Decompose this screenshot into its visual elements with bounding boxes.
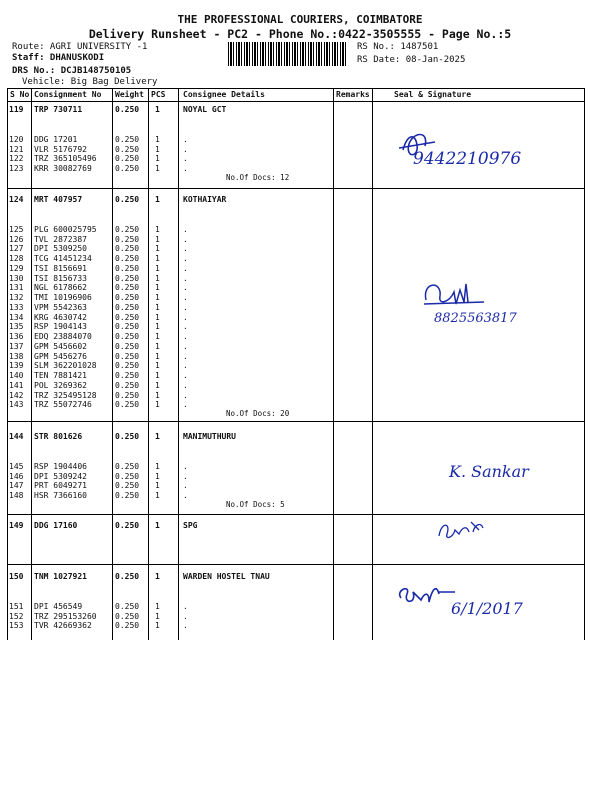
cell-consignment: DPI 5309250 — [34, 244, 87, 254]
cell-consignment: PRT 6049271 — [34, 481, 87, 491]
cell-pcs: 1 — [155, 332, 160, 341]
cell-consignment: GPM 5456602 — [34, 341, 87, 351]
cell-consignee: SPG — [183, 521, 198, 530]
cell-sno: 135 — [9, 322, 24, 332]
signature-2 — [420, 272, 540, 328]
cell-consignment: NGL 6178662 — [34, 283, 87, 293]
col-divider — [148, 88, 149, 640]
cell-sno: 119 — [9, 105, 24, 114]
col-divider — [7, 88, 8, 640]
cell-consignee: . — [183, 283, 188, 293]
cell-consignment: TMI 10196906 — [34, 293, 92, 302]
cell-pcs: 1 — [155, 164, 160, 173]
cell-pcs: 1 — [155, 293, 160, 302]
cell-consignment: TEN 7881421 — [34, 371, 87, 380]
cell-weight: 0.250 — [115, 332, 140, 341]
cell-sno: 151 — [9, 601, 24, 611]
cell-pcs: 1 — [155, 134, 160, 144]
cell-sno: 147 — [9, 481, 24, 491]
cell-consignee: . — [183, 471, 188, 481]
cell-consignment: DDG 17201 — [34, 134, 78, 144]
cell-consignee: . — [183, 302, 188, 312]
rs-date: RS Date: 08-Jan-2025 — [357, 55, 466, 65]
col-header-sno: S No — [10, 90, 30, 99]
vehicle: Vehicle: Big Bag Delivery — [22, 77, 158, 87]
cell-consignment: DDG 17160 — [34, 521, 78, 530]
cell-sno: 138 — [9, 351, 24, 361]
cell-consignment: RSP 1904143 — [34, 322, 87, 332]
cell-consignment: PLG 600025795 — [34, 224, 97, 234]
cell-weight: 0.250 — [115, 154, 140, 164]
cell-consignee: . — [183, 380, 188, 390]
cell-consignee: . — [183, 361, 188, 371]
docs-count: No.Of Docs: 12 — [226, 172, 290, 182]
cell-sno: 124 — [9, 195, 24, 204]
signature-3 — [445, 455, 565, 487]
cell-weight: 0.250 — [115, 341, 140, 351]
cell-pcs: 1 — [155, 390, 160, 400]
cell-consignee: . — [183, 263, 188, 273]
cell-consignee: . — [183, 341, 188, 351]
signature-5-date: 6/1/2017 — [451, 599, 523, 618]
staff: Staff: DHANUSKODI — [12, 53, 105, 63]
cell-sno: 140 — [9, 371, 24, 380]
cell-sno: 128 — [9, 254, 24, 263]
cell-consignment: MRT 407957 — [34, 195, 83, 204]
cell-consignment: EDQ 23884070 — [34, 332, 92, 341]
cell-consignee: . — [183, 461, 188, 471]
cell-weight: 0.250 — [115, 400, 140, 410]
cell-consignment: TRZ 325495128 — [34, 390, 97, 400]
signature-1 — [395, 120, 555, 175]
cell-pcs: 1 — [155, 621, 160, 631]
cell-consignee: NOYAL GCT — [183, 105, 227, 114]
cell-consignment: VPM 5542363 — [34, 302, 87, 312]
cell-consignment: DPI 456549 — [34, 601, 83, 611]
col-divider — [333, 88, 334, 640]
col-divider — [372, 88, 373, 640]
cell-consignee: . — [183, 273, 188, 283]
col-header-consignee: Consignee Details — [183, 90, 265, 99]
cell-weight: 0.250 — [115, 254, 140, 263]
cell-consignment: TSI 8156733 — [34, 273, 87, 283]
col-divider — [584, 88, 585, 640]
cell-pcs: 1 — [155, 351, 160, 361]
table-header-border — [7, 101, 584, 102]
cell-weight: 0.250 — [115, 461, 140, 471]
cell-pcs: 1 — [155, 361, 160, 371]
cell-pcs: 1 — [155, 572, 160, 581]
table-top-border — [7, 88, 584, 89]
col-divider — [31, 88, 32, 640]
cell-consignment: TRZ 365105496 — [34, 154, 97, 164]
cell-consignee: . — [183, 164, 188, 173]
cell-pcs: 1 — [155, 341, 160, 351]
cell-weight: 0.250 — [115, 621, 140, 631]
cell-weight: 0.250 — [115, 322, 140, 332]
cell-consignee: . — [183, 144, 188, 154]
cell-sno: 136 — [9, 332, 24, 341]
route: Route: AGRI UNIVERSITY -1 — [12, 42, 148, 52]
cell-weight: 0.250 — [115, 481, 140, 491]
cell-pcs: 1 — [155, 611, 160, 621]
cell-consignee: . — [183, 351, 188, 361]
cell-pcs: 1 — [155, 234, 160, 244]
docs-count: No.Of Docs: 20 — [226, 409, 290, 418]
cell-sno: 143 — [9, 400, 24, 410]
drs-number: DRS No.: DCJB148750105 — [12, 66, 132, 76]
signature-1-phone: 9442210976 — [413, 149, 522, 169]
cell-weight: 0.250 — [115, 491, 140, 500]
cell-consignment: VLR 5176792 — [34, 144, 87, 154]
cell-consignee: . — [183, 611, 188, 621]
cell-sno: 150 — [9, 572, 24, 581]
cell-consignment: STR 801626 — [34, 432, 83, 441]
barcode — [228, 42, 348, 66]
cell-pcs: 1 — [155, 195, 160, 204]
cell-pcs: 1 — [155, 471, 160, 481]
cell-weight: 0.250 — [115, 380, 140, 390]
cell-sno: 129 — [9, 263, 24, 273]
cell-consignee: . — [183, 390, 188, 400]
cell-pcs: 1 — [155, 273, 160, 283]
cell-consignee: . — [183, 293, 188, 302]
cell-pcs: 1 — [155, 244, 160, 254]
runsheet-title: Delivery Runsheet - PC2 - Phone No.:0422-3505555 - Page No.:5 — [88, 27, 512, 41]
cell-pcs: 1 — [155, 481, 160, 491]
cell-sno: 130 — [9, 273, 24, 283]
cell-sno: 149 — [9, 521, 24, 530]
cell-consignment: TRP 730711 — [34, 105, 83, 114]
cell-consignee: . — [183, 481, 188, 491]
cell-consignment: TCG 41451234 — [34, 254, 92, 263]
cell-consignee: MANIMUTHURU — [183, 432, 236, 441]
cell-pcs: 1 — [155, 521, 160, 530]
cell-consignee: . — [183, 134, 188, 144]
cell-pcs: 1 — [155, 432, 160, 441]
cell-sno: 121 — [9, 144, 24, 154]
cell-consignment: TSI 8156691 — [34, 263, 87, 273]
rs-number: RS No.: 1487501 — [357, 42, 439, 52]
cell-consignment: KRR 30082769 — [34, 164, 92, 173]
cell-consignment: GPM 5456276 — [34, 351, 87, 361]
cell-pcs: 1 — [155, 461, 160, 471]
cell-weight: 0.250 — [115, 105, 140, 114]
col-header-pcs: PCS — [151, 90, 166, 99]
cell-weight: 0.250 — [115, 312, 140, 322]
cell-consignee: KOTHAIYAR — [183, 195, 227, 204]
cell-weight: 0.250 — [115, 572, 140, 581]
cell-sno: 134 — [9, 312, 24, 322]
cell-pcs: 1 — [155, 322, 160, 332]
cell-consignment: TRZ 295153260 — [34, 611, 97, 621]
cell-weight: 0.250 — [115, 432, 140, 441]
cell-consignment: POL 3269362 — [34, 380, 87, 390]
cell-weight: 0.250 — [115, 134, 140, 144]
cell-sno: 127 — [9, 244, 24, 254]
cell-weight: 0.250 — [115, 371, 140, 380]
cell-pcs: 1 — [155, 283, 160, 293]
col-header-seal-signature: Seal & Signature — [394, 90, 472, 99]
cell-sno: 120 — [9, 134, 24, 144]
cell-sno: 122 — [9, 154, 24, 164]
cell-consignment: RSP 1904406 — [34, 461, 87, 471]
group-divider — [7, 421, 584, 422]
cell-sno: 133 — [9, 302, 24, 312]
cell-sno: 141 — [9, 380, 24, 390]
cell-consignment: TRZ 55072746 — [34, 400, 92, 410]
col-header-weight: Weight — [115, 90, 144, 99]
signature-4 — [435, 508, 495, 544]
cell-weight: 0.250 — [115, 390, 140, 400]
cell-weight: 0.250 — [115, 351, 140, 361]
group-divider — [7, 188, 584, 189]
col-divider — [178, 88, 179, 640]
cell-consignee: . — [183, 332, 188, 341]
cell-sno: 139 — [9, 361, 24, 371]
cell-pcs: 1 — [155, 302, 160, 312]
signature-5 — [395, 578, 525, 618]
cell-consignee: . — [183, 400, 188, 410]
cell-weight: 0.250 — [115, 283, 140, 293]
cell-consignee: . — [183, 154, 188, 164]
cell-weight: 0.250 — [115, 273, 140, 283]
cell-consignee: . — [183, 621, 188, 631]
cell-weight: 0.250 — [115, 521, 140, 530]
cell-pcs: 1 — [155, 312, 160, 322]
cell-consignee: . — [183, 234, 188, 244]
cell-consignment: HSR 7366160 — [34, 491, 87, 500]
cell-pcs: 1 — [155, 371, 160, 380]
cell-sno: 123 — [9, 164, 24, 173]
cell-weight: 0.250 — [115, 195, 140, 204]
cell-consignee: . — [183, 224, 188, 234]
cell-consignee: . — [183, 244, 188, 254]
company-name: THE PROFESSIONAL COURIERS, COIMBATORE — [177, 13, 423, 26]
cell-pcs: 1 — [155, 144, 160, 154]
cell-weight: 0.250 — [115, 224, 140, 234]
cell-consignment: KRG 4630742 — [34, 312, 87, 322]
signature-2-phone: 8825563817 — [434, 311, 517, 326]
cell-weight: 0.250 — [115, 293, 140, 302]
cell-sno: 131 — [9, 283, 24, 293]
cell-pcs: 1 — [155, 263, 160, 273]
cell-consignment: TNM 1027921 — [34, 572, 87, 581]
cell-weight: 0.250 — [115, 234, 140, 244]
cell-sno: 137 — [9, 341, 24, 351]
cell-sno: 152 — [9, 611, 24, 621]
cell-sno: 148 — [9, 491, 24, 500]
col-divider — [112, 88, 113, 640]
cell-pcs: 1 — [155, 154, 160, 164]
cell-sno: 146 — [9, 471, 24, 481]
cell-consignment: DPI 5309242 — [34, 471, 87, 481]
cell-consignee: . — [183, 601, 188, 611]
cell-consignee: . — [183, 254, 188, 263]
cell-consignee: WARDEN HOSTEL TNAU — [183, 572, 270, 581]
cell-weight: 0.250 — [115, 244, 140, 254]
signature-3-name: K. Sankar — [449, 462, 529, 481]
cell-pcs: 1 — [155, 254, 160, 263]
cell-sno: 142 — [9, 390, 24, 400]
cell-consignee: . — [183, 491, 188, 500]
cell-pcs: 1 — [155, 105, 160, 114]
col-header-remarks: Remarks — [336, 90, 370, 99]
cell-consignment: TVL 2872387 — [34, 234, 87, 244]
group-divider — [7, 514, 584, 515]
cell-pcs: 1 — [155, 601, 160, 611]
cell-consignee: . — [183, 322, 188, 332]
cell-sno: 132 — [9, 293, 24, 302]
cell-weight: 0.250 — [115, 361, 140, 371]
cell-weight: 0.250 — [115, 302, 140, 312]
cell-weight: 0.250 — [115, 611, 140, 621]
cell-weight: 0.250 — [115, 164, 140, 173]
cell-weight: 0.250 — [115, 263, 140, 273]
cell-pcs: 1 — [155, 491, 160, 500]
cell-consignee: . — [183, 371, 188, 380]
cell-weight: 0.250 — [115, 471, 140, 481]
col-header-consignment: Consignment No — [34, 90, 102, 99]
cell-pcs: 1 — [155, 224, 160, 234]
cell-pcs: 1 — [155, 400, 160, 410]
cell-consignment: TVR 42669362 — [34, 621, 92, 631]
docs-count: No.Of Docs: 5 — [226, 499, 285, 509]
cell-pcs: 1 — [155, 380, 160, 390]
cell-sno: 145 — [9, 461, 24, 471]
group-divider — [7, 564, 584, 565]
cell-weight: 0.250 — [115, 144, 140, 154]
cell-sno: 125 — [9, 224, 24, 234]
cell-sno: 144 — [9, 432, 24, 441]
cell-sno: 126 — [9, 234, 24, 244]
cell-consignment: SLM 362201028 — [34, 361, 97, 371]
cell-sno: 153 — [9, 621, 24, 631]
cell-weight: 0.250 — [115, 601, 140, 611]
cell-consignee: . — [183, 312, 188, 322]
